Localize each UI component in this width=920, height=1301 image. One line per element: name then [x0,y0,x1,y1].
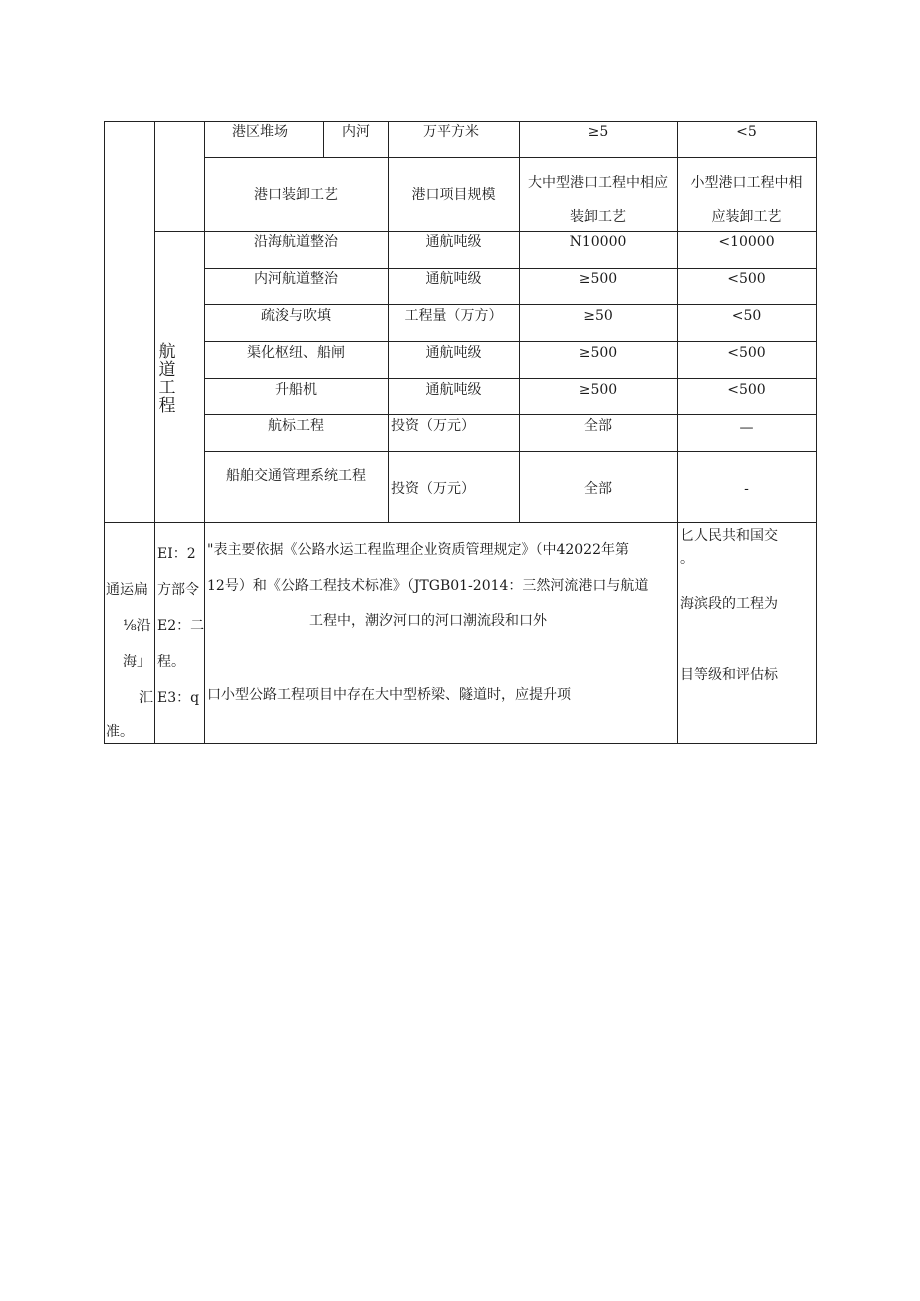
craft-small-line1: 小型港口工程中相 [690,175,803,191]
row-line [204,451,816,452]
channel-row-small: <500 [727,345,766,361]
channel-label-4: 程 [158,396,176,416]
channel-row-large: 全部 [584,481,612,497]
note-col2-line: EI：2 [157,546,196,562]
row-line [204,304,816,305]
channel-label-1: 航 [158,342,176,362]
port-yard-name: 港区堆场 [232,124,288,140]
port-yard-small: <5 [736,124,757,140]
craft-unit: 港口项目规模 [411,187,496,203]
note-main-line: 工程中，潮汐河口的河口潮流段和口外 [309,613,547,629]
craft-large-line1: 大中型港口工程中相应 [528,175,668,191]
section-divider [154,231,204,232]
channel-row-unit: 通航吨级 [425,345,482,361]
channel-row-large: ≥500 [578,345,618,361]
note-col1-line: ⅛沿 [123,618,151,634]
channel-row-small: — [739,420,754,436]
port-yard-sub: 内河 [342,124,370,140]
port-yard-unit: 万平方米 [423,124,479,140]
note-right-line: 目等级和评估标 [680,667,778,683]
channel-row-large: N10000 [569,234,627,250]
channel-row-unit: 工程量（万方） [404,308,503,324]
row-line [204,341,816,342]
channel-row-small: - [744,481,749,497]
row-line [204,231,816,232]
channel-row-unit: 投资（万元） [391,418,475,434]
channel-row-large: ≥50 [583,308,613,324]
row-line [204,268,816,269]
note-col2-line: 方部令 [157,582,199,598]
table-border-left [104,121,105,744]
channel-row-large: ≥500 [578,382,618,398]
note-col1-line: 汇 [139,690,153,706]
note-main-line: "表主要依据《公路水运工程监理企业资质管理规定》（中42022年第 [207,542,629,558]
note-col1-line: 准。 [106,724,134,740]
row-line [204,157,816,158]
notes-divider [104,522,817,523]
channel-row-name: 航标工程 [268,418,324,434]
note-col2-line: E3：q [157,690,200,706]
row-line [204,378,816,379]
craft-large-line2: 装卸工艺 [570,209,626,225]
note-main-line: 12号）和《公路工程技术标准》（JTGB01-2014：三然河流港口与航道 [207,578,649,594]
note-right-line: 。 [680,551,694,567]
craft-name: 港口装卸工艺 [254,187,338,203]
channel-row-small: <10000 [718,234,775,250]
col-line [323,121,324,158]
channel-row-unit: 投资（万元） [391,481,475,497]
channel-row-name: 渠化枢纽、船闸 [247,345,345,361]
note-right-line: 匕人民共和国交 [680,528,778,544]
channel-row-name: 升船机 [275,382,317,398]
channel-row-small: <500 [727,271,766,287]
craft-small-line2: 应装卸工艺 [711,209,782,225]
category-divider [154,121,155,744]
table-border-bottom [104,743,817,744]
table-border-right [816,121,817,744]
channel-row-name: 疏浚与吹填 [261,308,331,324]
row-line [204,414,816,415]
channel-row-unit: 通航吨级 [425,271,482,287]
note-col1-line: 海」 [123,654,151,670]
note-main-line: 口小型公路工程项目中存在大中型桥梁、隧道时，应提升项 [207,687,571,703]
channel-row-name: 内河航道整治 [254,271,338,287]
note-col2-line: E2：二 [157,618,205,634]
channel-row-small: <500 [727,382,766,398]
channel-row-large: ≥500 [578,271,618,287]
note-col2-line: 程。 [157,654,185,670]
channel-label-2: 道 [158,360,176,380]
note-right-line: 海滨段的工程为 [680,596,778,612]
channel-row-unit: 通航吨级 [425,382,482,398]
channel-row-small: <50 [731,308,762,324]
channel-label-3: 工 [158,378,176,398]
channel-row-name: 船舶交通管理系统工程 [226,468,366,484]
port-yard-large: ≥5 [587,124,609,140]
channel-row-unit: 通航吨级 [425,234,482,250]
channel-row-name: 沿海航道整治 [254,234,338,250]
channel-row-large: 全部 [584,418,612,434]
table-border-top [104,121,817,122]
note-col1-line: 通运扁 [106,582,148,598]
